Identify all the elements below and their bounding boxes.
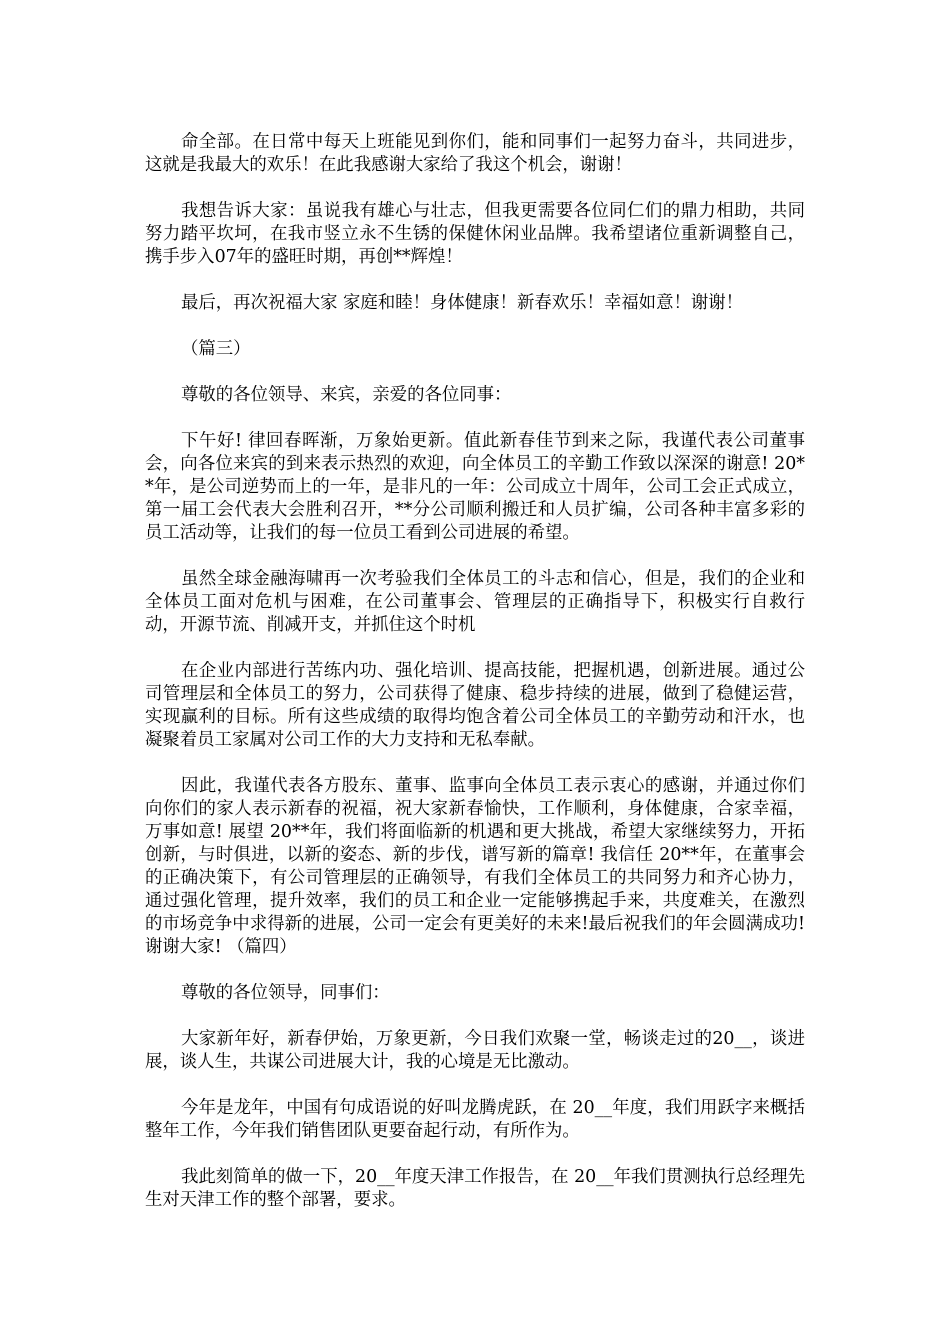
salutation: 尊敬的各位领导、来宾，亲爱的各位同事： — [181, 385, 512, 405]
section-heading-pian-san: （篇三） — [181, 339, 251, 359]
paragraph-8: 在企业内部进行苦练内功、强化培训、提高技能，把握机遇，创新进展。通过公司管理层和全体员工的努力，公司获得了健康、稳步持续的进展，做到了稳健运营，实现赢利的目标。所有这些成绩的取得均饱含着公司全体员工的辛勤劳动和汗水，也凝聚着员工家属对公司工作的大力支持和无私奉献。 — [145, 661, 805, 750]
paragraph-6: 下午好! 律回春晖渐，万象始更新。值此新春佳节到来之际，我谨代表公司董事会，向各位来宾的到来表示热烈的欢迎，向全体员工的辛勤工作致以深深的谢意! 20**年，是公司逆势而上的一年，是非凡的一年：公司成立十周年，公司工会正式成立，第一届工会代表大会胜利召开，**分公司顺利搬迁和人员扩编，公司各种丰富多彩的员工活动等，让我们的每一位员工看到公司进展的希望。 — [145, 431, 805, 543]
paragraph-11: 大家新年好，新春伊始，万象更新，今日我们欢聚一堂，畅谈走过的20__，谈进展，谈人生，共谋公司进展大计，我的心境是无比激动。 — [145, 1029, 805, 1072]
paragraph-9: 因此，我谨代表各方股东、董事、监事向全体员工表示衷心的感谢，并通过你们向你们的家人表示新春的祝福，祝大家新春愉快，工作顺利，身体健康，合家幸福，万事如意! 展望 20**年，我们将面临新的机遇和更大挑战，希望大家继续努力，开拓创新，与时俱进，以新的姿态、新的步伐，谱写新的篇章! 我信任 20**年，在董事会的正确决策下，有公司管理层的正确领导，有我们全体员工的共同努力和齐心协力，通过强化管理，提升效率，我们的员工和企业一定能够携起手来，共度难关，在激烈的市场竞争中求得新的进展，公司一定会有更美好的未来!最后祝我们的年会圆满成功! 谢谢大家! （篇四） — [145, 776, 805, 957]
paragraph-12: 今年是龙年，中国有句成语说的好叫龙腾虎跃，在 20__年度，我们用跃字来概括整年工作，今年我们销售团队更要奋起行动，有所作为。 — [145, 1098, 805, 1141]
paragraph-1: 命全部。在日常中每天上班能见到你们，能和同事们一起努力奋斗，共同进步，这就是我最大的欢乐！在此我感谢大家给了我这个机会，谢谢！ — [145, 132, 805, 175]
paragraph-3: 最后，再次祝福大家 家庭和睦！身体健康！新春欢乐！幸福如意！谢谢！ — [181, 293, 744, 313]
paragraph-2: 我想告诉大家：虽说我有雄心与壮志，但我更需要各位同仁们的鼎力相助，共同努力踏平坎坷，在我市竖立永不生锈的保健休闲业品牌。我希望诸位重新调整自己，携手步入07年的盛旺时期，再创**辉煌！ — [145, 201, 805, 267]
paragraph-7: 虽然全球金融海啸再一次考验我们全体员工的斗志和信心，但是，我们的企业和全体员工面对危机与困难，在公司董事会、管理层的正确指导下，积极实行自救行动，开源节流、削减开支，并抓住这个时机 — [145, 569, 805, 635]
document-page — [145, 131, 805, 1212]
salutation-2: 尊敬的各位领导，同事们： — [181, 983, 390, 1003]
paragraph-13: 我此刻简单的做一下，20__年度天津工作报告，在 20__年我们贯测执行总经理先生对天津工作的整个部署，要求。 — [145, 1167, 805, 1210]
